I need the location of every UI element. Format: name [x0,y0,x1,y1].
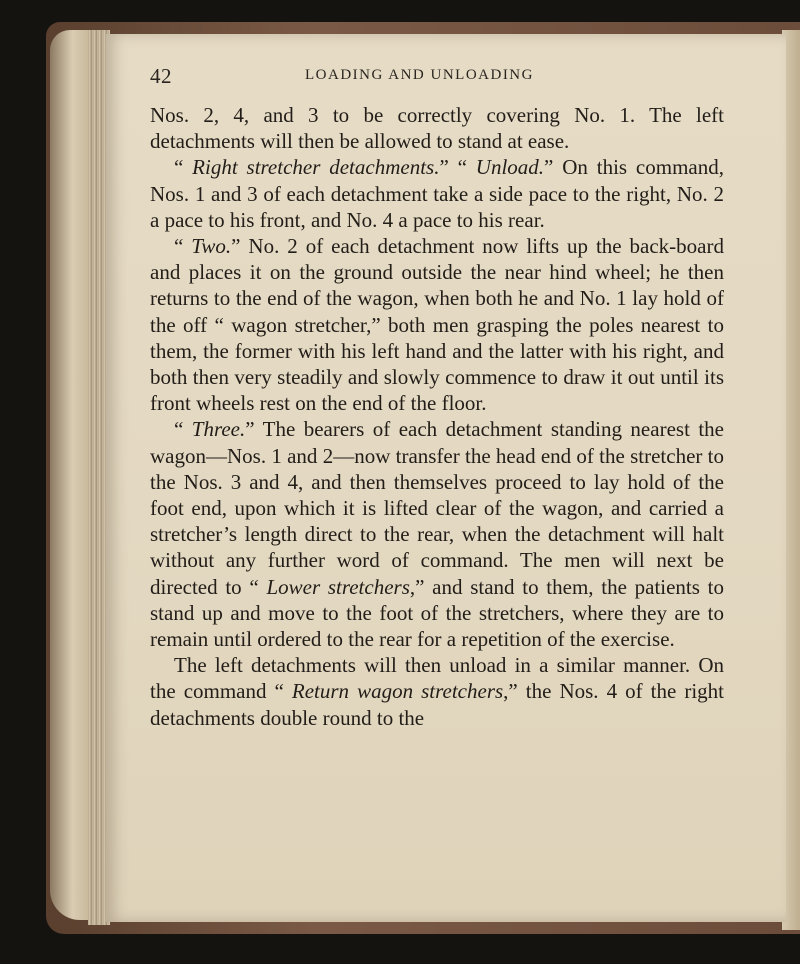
text-run: “ [174,234,192,259]
text-run: ,” and stand to them, the patients to stand up and move to the foot of the stretchers, where they are to remain until ordered to the rear for a repetition of the exercise. [150,574,724,652]
paragraph [150,102,724,154]
paragraph [150,154,724,233]
text-run: The left detachments will then unload in a similar manner. On the command “ [150,653,724,704]
italic-command: Lower stretchers [266,574,410,599]
paragraph [150,416,724,652]
page-number: 42 [150,64,172,88]
text-run: ” The bearers of each detachment standing nearest the wagon—Nos. 1 and 2—now transfer the head end of the stretcher to the Nos. 3 and 4, and then themselves proceed to lay hold of the foot end, upon which it is lifted clear of the wagon, and carried a stretcher’s length direct to the rear, when the detachment will halt without any further word of command. The men will next be directed to “ [150,417,724,599]
italic-command: Unload. [475,155,545,180]
text-run: ” On this command, Nos. 1 and 3 of each detachment take a side pace to the right, No. 2 a pace to his front, and No. 4 a pace to his rear. [150,155,724,232]
book-page [106,34,786,922]
text-run: Nos. 2, 4, and 3 to be correctly covering No. 1. The left detachments will then be allowed to stand at ease. [150,103,724,154]
text-run: ” No. 2 of each detachment now lifts up the back-board and places it on the ground outside the near hind wheel; he then returns to the end of the wagon, when both he and No. 1 lay hold of the off “ wagon stretcher,” both men grasping the poles nearest to them, the former with his left hand and the latter with his right, and both then very steadily and slowly commence to draw it out until its front wheels rest on the end of the floor. [150,234,724,416]
page-header [150,64,730,90]
italic-command: Two. [191,234,232,259]
text-run: ” “ [439,155,476,180]
italic-command: Three. [191,417,246,442]
italic-command: Return wagon stretchers [291,679,504,704]
italic-command: Right stretcher detachments. [192,155,440,180]
running-head: LOADING AND UNLOADING [305,67,534,83]
text-run: “ [174,155,193,180]
text-run: ,” the Nos. 4 of the right detachments double round to the [150,679,724,730]
text-run: “ [174,417,192,442]
paragraph [150,652,724,731]
body-text [150,102,724,731]
paragraph [150,233,724,416]
